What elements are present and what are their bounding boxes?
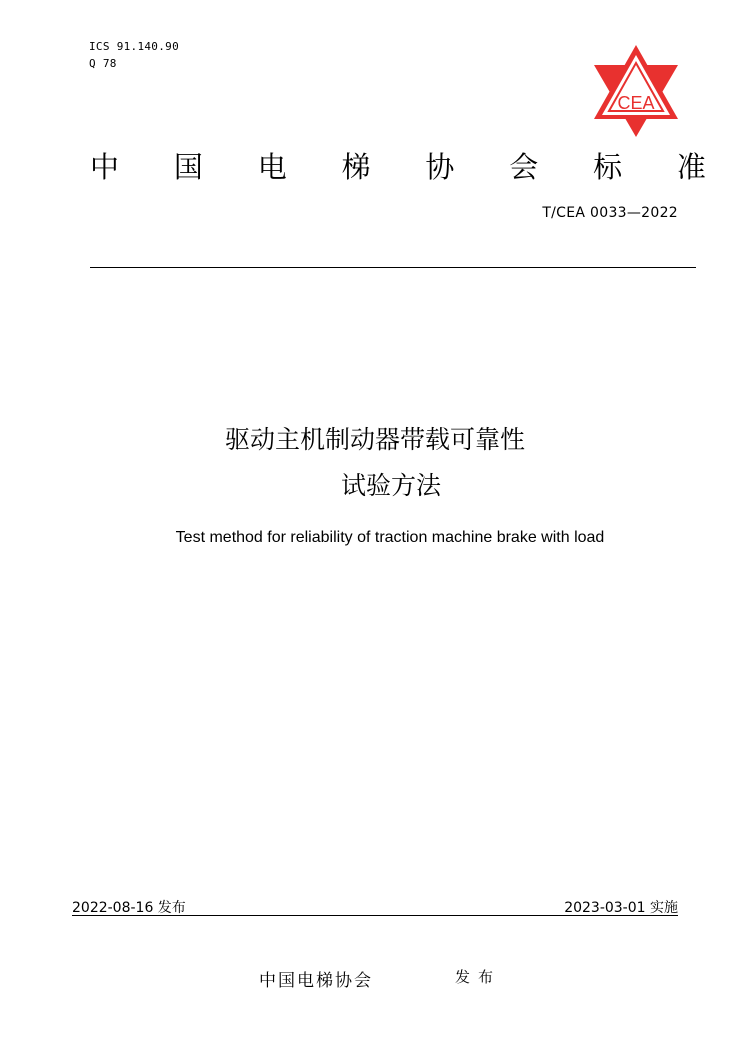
cea-logo — [590, 43, 682, 139]
ccs-code: Q 78 — [89, 57, 117, 70]
org-standard-title — [90, 145, 706, 185]
org-title-char: 标 — [593, 149, 623, 184]
org-title-char: 电 — [257, 149, 287, 184]
publish-date: 2022-08-16 发布 — [72, 900, 186, 916]
publish-label: 发布 — [455, 968, 502, 986]
org-title-char: 协 — [425, 149, 455, 184]
implement-date: 2023-03-01 实施 — [564, 900, 678, 916]
org-title-char: 中 — [90, 149, 120, 184]
classification-codes — [89, 38, 179, 72]
chinese-title-line-1: 驱动主机制动器带载可靠性 — [224, 425, 525, 454]
logo-text: CEA — [617, 93, 655, 113]
standard-number: T/CEA 0033—2022 — [542, 205, 678, 221]
publisher-name: 中国电梯协会 — [259, 971, 373, 991]
org-title-char: 梯 — [341, 149, 371, 184]
org-title-char: 准 — [676, 149, 706, 184]
footer-divider — [72, 915, 678, 916]
org-title-char: 会 — [509, 149, 539, 184]
header-divider — [90, 267, 696, 268]
chinese-title-line-2: 试验方法 — [340, 471, 441, 500]
ics-code: ICS 91.140.90 — [89, 40, 179, 53]
english-title: Test method for reliability of traction machine brake with load — [175, 529, 605, 546]
org-title-char: 国 — [173, 149, 203, 184]
